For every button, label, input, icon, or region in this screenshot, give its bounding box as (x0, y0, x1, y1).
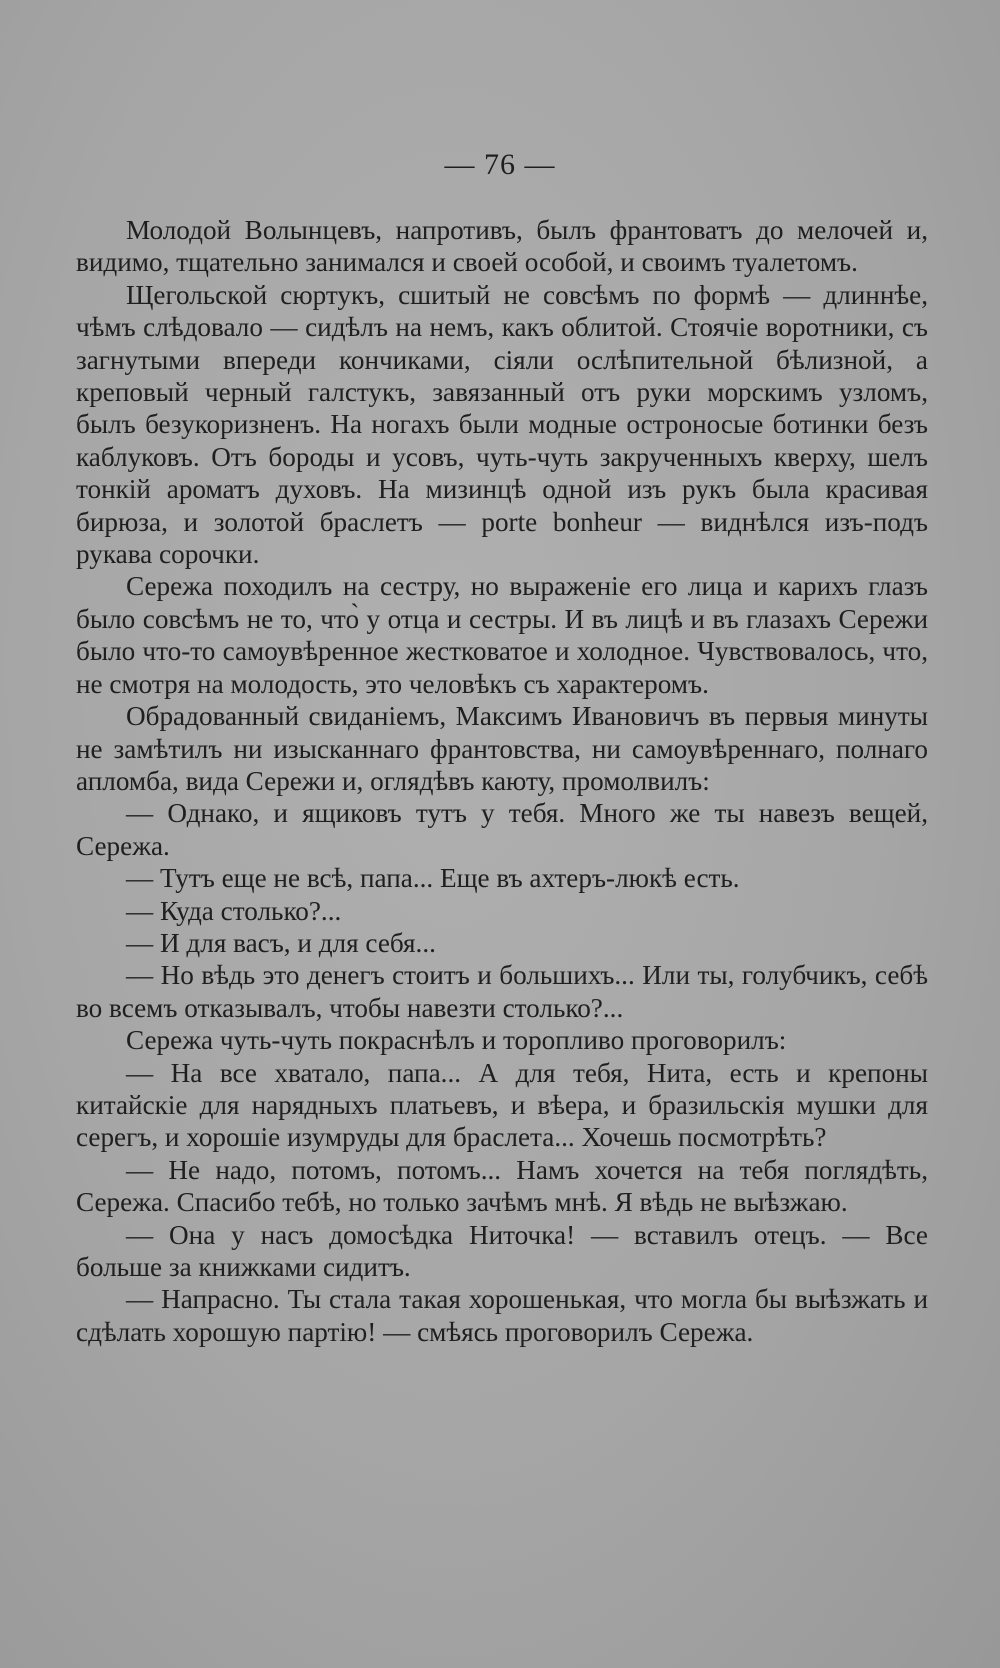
body-text (76, 214, 928, 1348)
paragraph: Сережа чуть-чуть покраснѣлъ и торопливо проговорилъ: (126, 1025, 787, 1056)
paragraph: — Напрасно. Ты стала такая хорошенькая, что могла бы выѣзжать и сдѣлать хорошую партію! — смѣясь проговорилъ Сережа. (76, 1284, 928, 1347)
paragraph: — Она у насъ домосѣдка Ниточка! — вставилъ отецъ. — Все больше за книжками сидитъ. (76, 1219, 928, 1282)
paragraph: — И для васъ, и для себя... (126, 927, 436, 958)
paragraph: — На все хватало, папа... А для тебя, Нита, есть и крепоны китайскіе для нарядныхъ платьевъ, и вѣера, и бразильскія мушки для серегъ, и хорошіе изумруды для браслета... Хочешь посмотрѣть? (76, 1057, 928, 1153)
paragraph: — Однако, и ящиковъ тутъ у тебя. Много же ты навезъ вещей, Сережа. (76, 798, 928, 861)
paragraph: — Тутъ еще не всѣ, папа... Еще въ ахтеръ-люкѣ есть. (126, 863, 740, 894)
paragraph: Обрадованный свиданіемъ, Максимъ Ивановичъ въ первыя минуты не замѣтилъ ни изысканнаго франтовства, ни самоувѣреннаго, полнаго апломба, вида Сережи и, оглядѣвъ каюту, промолвилъ: (76, 701, 928, 796)
paragraph: — Но вѣдь это денегъ стоитъ и большихъ... Или ты, голубчикъ, себѣ во всемъ отказывалъ, чтобы навезти столько?... (76, 960, 928, 1023)
page-number: — 76 — (444, 148, 556, 181)
paragraph: Молодой Волынцевъ, напротивъ, былъ франтоватъ до мелочей и, видимо, тщательно занимался и своей особой, и своимъ туалетомъ. (76, 215, 928, 278)
paragraph: — Куда столько?... (126, 895, 342, 926)
paragraph: Сережа походилъ на сестру, но выраженіе его лица и карихъ глазъ было совсѣмъ не то, что̀ у отца и сестры. И въ лицѣ и въ глазахъ Сережи было что-то самоувѣренное жестковатое и холодное. Чувствовалось, что, не смотря на молодость, это человѣкъ съ характеромъ. (76, 571, 928, 699)
paragraph: — Не надо, потомъ, потомъ... Намъ хочется на тебя поглядѣть, Сережа. Спасибо тебѣ, но только зачѣмъ мнѣ. Я вѣдь не выѣзжаю. (76, 1154, 928, 1218)
paragraph: Щегольской сюртукъ, сшитый не совсѣмъ по формѣ — длиннѣе, чѣмъ слѣдовало — сидѣлъ на немъ, какъ облитой. Стоячіе воротники, съ загнутыми впереди кончиками, сіяли ослѣпительной бѣлизной, а креповый черный галстукъ, завязанный отъ руки морскимъ узломъ, былъ безукоризненъ. На ногахъ были модные остроносые ботинки безъ каблуковъ. Отъ бороды и усовъ, чуть-чуть закрученныхъ кверху, шелъ тонкій ароматъ духовъ. На мизинцѣ одной изъ рукъ была красивая бирюза, и золотой браслетъ — porte bonheur — виднѣлся изъ-подъ рукава сорочки. (76, 279, 928, 570)
